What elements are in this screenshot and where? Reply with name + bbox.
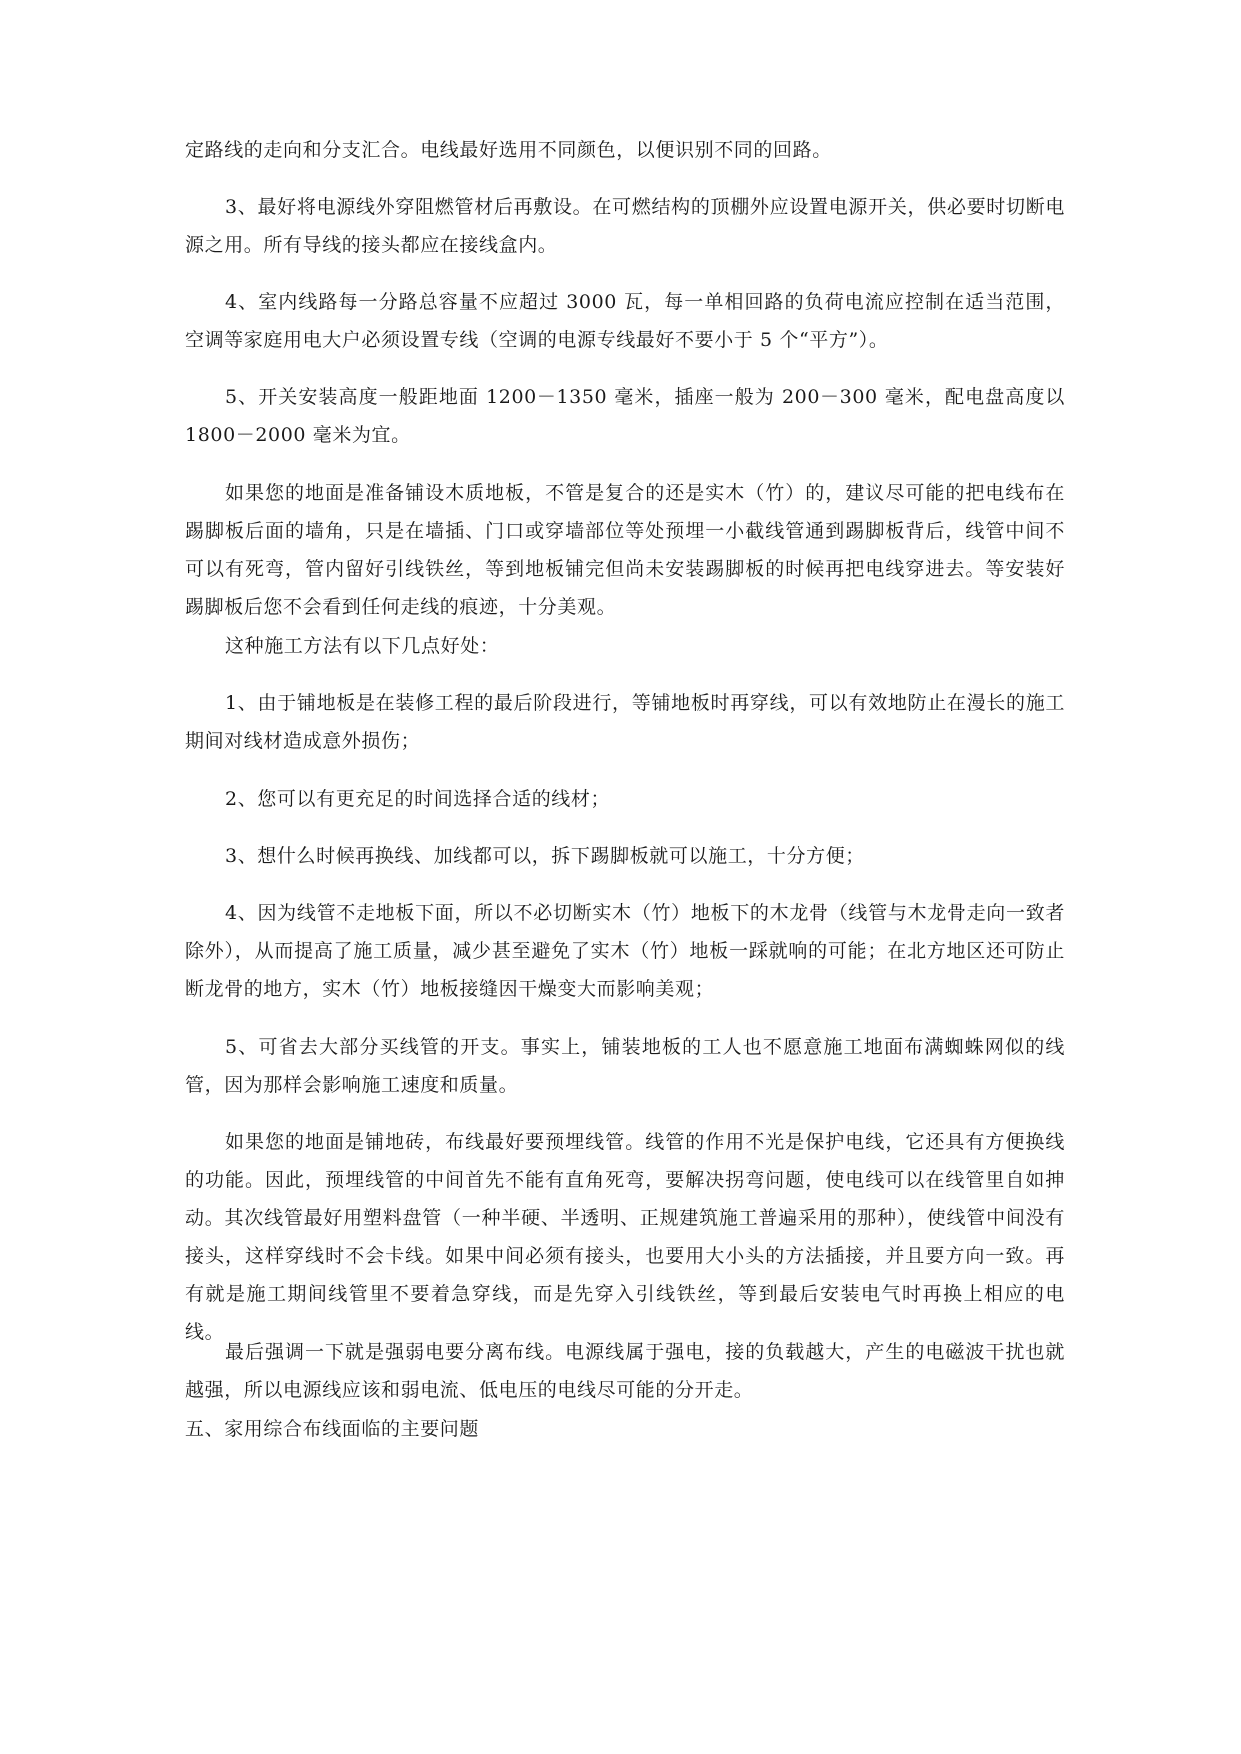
paragraph-benefit-4: 4、因为线管不走地板下面，所以不必切断实木（竹）地板下的木龙骨（线管与木龙骨走向一致者除外），从而提高了施工质量，减少甚至避免了实木（竹）地板一踩就响的可能；在北方地区还可防止断龙骨的地方，实木（竹）地板接缝因干燥变大而影响美观； [185, 902, 1065, 1000]
section-heading-five: 五、家用综合布线面临的主要问题 [185, 1418, 480, 1440]
paragraph-item-5-height: 5、开关安装高度一般距地面 1200－1350 毫米，插座一般为 200－300 毫米，配电盘高度以 1800－2000 毫米为宜。 [185, 386, 1065, 446]
paragraph-benefits-intro: 这种施工方法有以下几点好处： [225, 635, 500, 657]
paragraph-tile-floor: 如果您的地面是铺地砖，布线最好要预埋线管。线管的作用不光是保护电线，它还具有方便换线的功能。因此，预埋线管的中间首先不能有直角死弯，要解决拐弯问题，使电线可以在线管里自如抻动。其次线管最好用塑料盘管（一种半硬、半透明、正规建筑施工普遍采用的那种），使线管中间没有接头，这样穿线时不会卡线。如果中间必须有接头，也要用大小头的方法插接，并且要方向一致。再有就是施工期间线管里不要着急穿线，而是先穿入引线铁丝，等到最后安装电气时再换上相应的电线。 [185, 1131, 1065, 1343]
paragraph-item-3-fire-retardant: 3、最好将电源线外穿阻燃管材后再敷设。在可燃结构的顶棚外应设置电源开关，供必要时切断电源之用。所有导线的接头都应在接线盒内。 [185, 196, 1065, 256]
paragraph-benefit-3: 3、想什么时候再换线、加线都可以，拆下踢脚板就可以施工，十分方便； [225, 845, 865, 867]
paragraph-benefit-5: 5、可省去大部分买线管的开支。事实上，铺装地板的工人也不愿意施工地面布满蜘蛛网似的线管，因为那样会影响施工速度和质量。 [185, 1036, 1065, 1096]
paragraph-item-4-capacity: 4、室内线路每一分路总容量不应超过 3000 瓦，每一单相回路的负荷电流应控制在适当范围，空调等家庭用电大户必须设置专线（空调的电源专线最好不要小于 5 个“平方”）。 [185, 291, 1065, 351]
paragraph-benefit-2: 2、您可以有更充足的时间选择合适的线材； [225, 788, 611, 810]
paragraph-wood-floor: 如果您的地面是准备铺设木质地板，不管是复合的还是实木（竹）的，建议尽可能的把电线布在踢脚板后面的墙角，只是在墙插、门口或穿墙部位等处预埋一小截线管通到踢脚板背后，线管中间不可以有死弯，管内留好引线铁丝，等到地板铺完但尚未安装踢脚板的时候再把电线穿进去。等安装好踢脚板后您不会看到任何走线的痕迹，十分美观。 [185, 482, 1065, 618]
paragraph-benefit-1: 1、由于铺地板是在装修工程的最后阶段进行，等铺地板时再穿线，可以有效地防止在漫长的施工期间对线材造成意外损伤； [185, 692, 1065, 752]
paragraph-continuation: 定路线的走向和分支汇合。电线最好选用不同颜色，以便识别不同的回路。 [185, 139, 832, 161]
paragraph-separate-wiring: 最后强调一下就是强弱电要分离布线。电源线属于强电，接的负载越大，产生的电磁波干扰也就越强，所以电源线应该和弱电流、低电压的电线尽可能的分开走。 [185, 1341, 1065, 1401]
